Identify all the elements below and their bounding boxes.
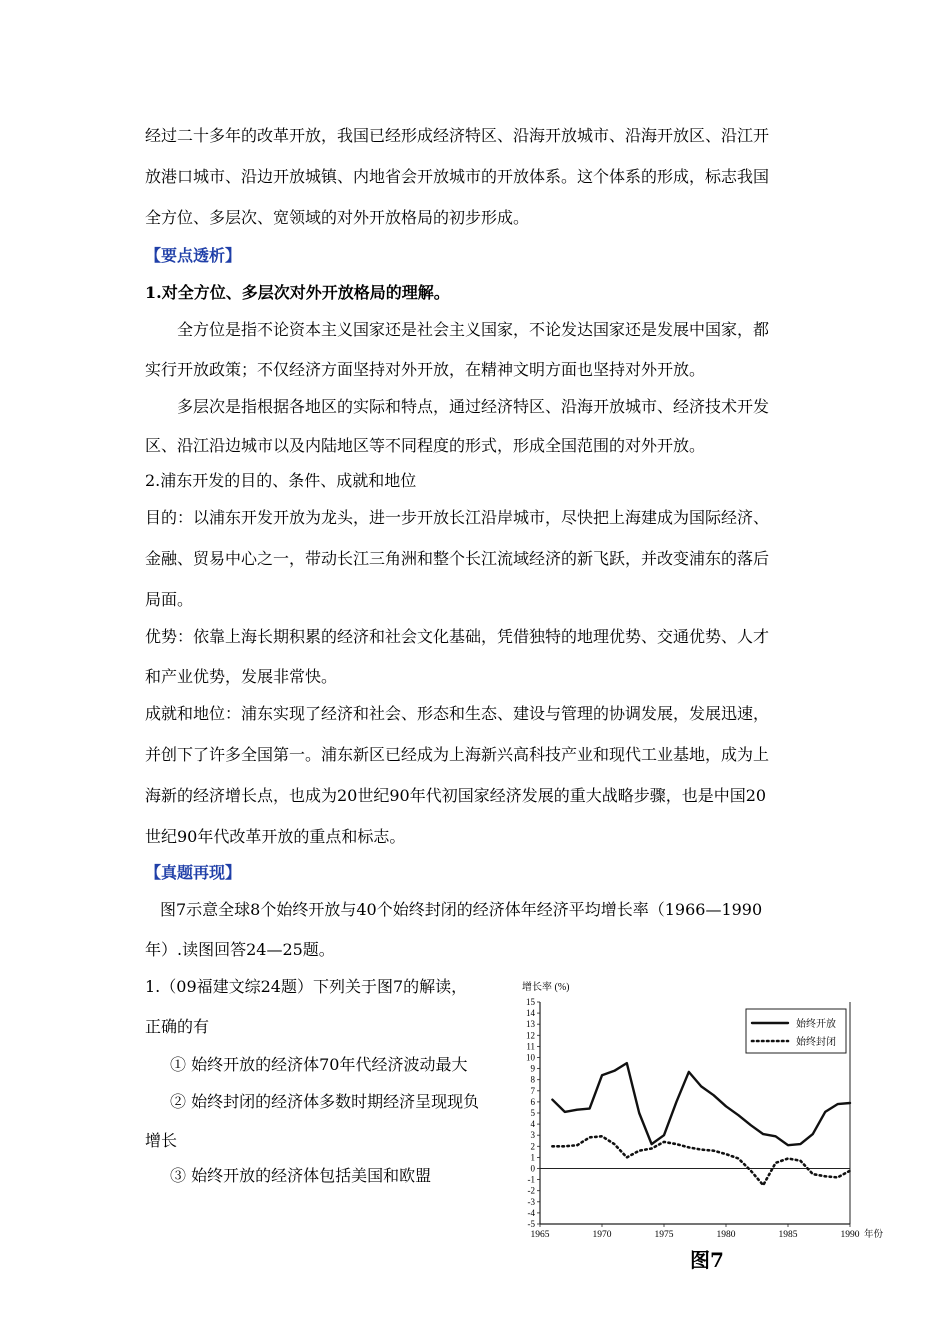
y-tick-label: 4 <box>530 1119 535 1130</box>
series-line-closed <box>552 1136 850 1185</box>
growth-rate-chart <box>508 972 898 1247</box>
goal-line-1: 目的：以浦东开发开放为龙头，进一步开放长江沿岸城市，尽快把上海建成为国际经济、 <box>145 508 770 527</box>
y-tick-label: 3 <box>530 1130 535 1141</box>
y-tick-label: 13 <box>526 1019 535 1030</box>
x-tick-label: 1990 <box>840 1230 860 1240</box>
series-line-open <box>552 1063 850 1145</box>
y-tick-label: 7 <box>530 1085 535 1096</box>
option-3: ③ 始终开放的经济体包括美国和欧盟 <box>170 1166 432 1185</box>
goal-line-3: 局面。 <box>145 590 194 609</box>
keypoints-heading: 【要点透析】 <box>145 246 242 265</box>
y-tick-label: 10 <box>526 1052 535 1063</box>
y-tick-label: 5 <box>530 1108 535 1118</box>
x-tick-label: 1975 <box>654 1230 674 1240</box>
option-1: ① 始终开放的经济体70年代经济波动最大 <box>170 1055 468 1074</box>
exam-intro-line-1: 图7示意全球8个始终开放与40个始终封闭的经济体年经济平均增长率（1966—1990 <box>160 900 763 919</box>
y-tick-label: 12 <box>526 1030 535 1041</box>
y-tick-label: 11 <box>526 1041 535 1052</box>
chart-legend <box>746 1009 846 1053</box>
option-2-cont: 增长 <box>145 1131 178 1150</box>
legend-label-closed: 始终封闭 <box>796 1037 836 1048</box>
achievement-line-2: 并创下了许多全国第一。浦东新区已经成为上海新兴高科技产业和现代工业基地，成为上 <box>145 745 770 764</box>
point1-a-line-1: 全方位是指不论资本主义国家还是社会主义国家，不论发达国家还是发展中国家，都 <box>177 320 770 339</box>
intro-line-3: 全方位、多层次、宽领域的对外开放格局的初步形成。 <box>145 208 530 227</box>
y-tick-label: -5 <box>527 1219 535 1229</box>
x-tick-label: 1985 <box>778 1230 798 1240</box>
y-tick-label: -3 <box>527 1196 535 1207</box>
point1-b-line-2: 区、沿江沿边城市以及内陆地区等不同程度的形式，形成全国范围的对外开放。 <box>145 436 706 455</box>
advantage-line-1: 优势：依靠上海长期积累的经济和社会文化基础，凭借独特的地理优势、交通优势、人才 <box>145 627 770 646</box>
point1-a-line-2: 实行开放政策；不仅经济方面坚持对外开放，在精神文明方面也坚持对外开放。 <box>145 360 706 379</box>
question-line-1: 1.（09福建文综24题）下列关于图7的解读， <box>145 977 468 996</box>
achievement-line-1: 成就和地位：浦东实现了经济和社会、形态和生态、建设与管理的协调发展，发展迅速， <box>145 704 770 723</box>
y-axis-label: 增长率 (%) <box>522 982 570 993</box>
exam-intro-line-2: 年）.读图回答24—25题。 <box>145 940 335 959</box>
x-tick-label: 1980 <box>716 1230 736 1240</box>
legend-label-open: 始终开放 <box>796 1019 836 1030</box>
chart-series <box>552 1063 850 1185</box>
option-2: ② 始终封闭的经济体多数时期经济呈现现负 <box>170 1092 480 1111</box>
y-tick-label: 8 <box>530 1074 535 1085</box>
intro-line-1: 经过二十多年的改革开放，我国已经形成经济特区、沿海开放城市、沿海开放区、沿江开 <box>145 126 770 145</box>
y-tick-label: 6 <box>530 1096 535 1107</box>
exam-heading: 【真题再现】 <box>145 863 242 882</box>
x-tick-label: 1970 <box>592 1230 612 1240</box>
x-axis-label: 年份 <box>864 1230 884 1240</box>
y-tick-label: -2 <box>527 1185 535 1196</box>
y-tick-label: -4 <box>527 1207 535 1218</box>
advantage-line-2: 和产业优势，发展非常快。 <box>145 667 338 686</box>
point1-title: 1.对全方位、多层次对外开放格局的理解。 <box>145 283 450 302</box>
y-tick-label: 14 <box>526 1008 535 1019</box>
question-line-2: 正确的有 <box>145 1017 210 1036</box>
intro-line-2: 放港口城市、沿边开放城镇、内地省会开放城市的开放体系。这个体系的形成，标志我国 <box>145 167 770 186</box>
achievement-line-4: 世纪90年代改革开放的重点和标志。 <box>145 827 406 846</box>
goal-line-2: 金融、贸易中心之一，带动长江三角洲和整个长江流域经济的新飞跃，并改变浦东的落后 <box>145 549 770 568</box>
x-tick-label: 1965 <box>530 1230 550 1240</box>
y-tick-label: 2 <box>530 1141 535 1152</box>
point1-b-line-1: 多层次是指根据各地区的实际和特点，通过经济特区、沿海开放城市、经济技术开发 <box>177 397 770 416</box>
y-tick-label: 15 <box>526 997 535 1007</box>
y-tick-label: 9 <box>530 1063 535 1074</box>
y-tick-label: -1 <box>527 1174 535 1185</box>
y-tick-label: 1 <box>530 1152 535 1163</box>
y-tick-label: 0 <box>530 1163 535 1174</box>
figure-label: 图7 <box>690 1248 724 1272</box>
point2-title: 2.浦东开发的目的、条件、成就和地位 <box>145 471 417 490</box>
achievement-line-3: 海新的经济增长点，也成为20世纪90年代初国家经济发展的重大战略步骤，也是中国20 <box>145 786 767 805</box>
